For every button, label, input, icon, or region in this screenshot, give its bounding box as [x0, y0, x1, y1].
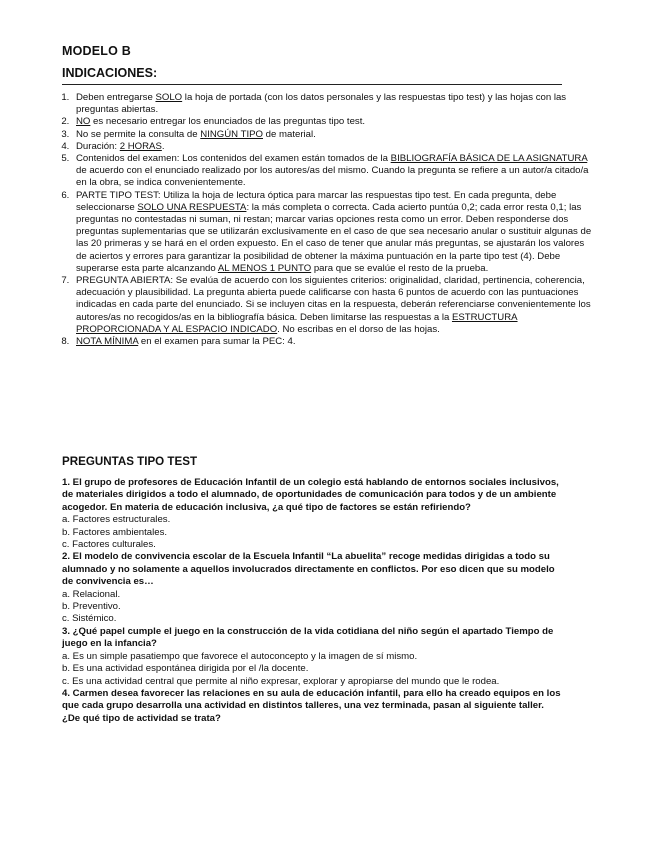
instruction-text: la hoja de portada (con los datos personales y las respuestas tipo test) y las hojas con las preguntas abiertas.	[76, 92, 567, 116]
instruction-emphasis: AL MENOS 1 PUNTO	[217, 262, 312, 274]
instruction-text: de material.	[263, 128, 316, 140]
instruction-text: PARTE TIPO TEST: Utiliza la hoja de lectura óptica para marcar las respuestas tipo test. En cada pregunta, debe seleccionarse	[76, 189, 557, 213]
instruction-item	[72, 116, 592, 128]
questions-list	[62, 477, 562, 725]
instruction-emphasis: SOLO	[155, 92, 183, 103]
test-section-title: PREGUNTAS TIPO TEST	[62, 455, 198, 468]
answer-option: c. Factores culturales.	[62, 539, 156, 551]
instruction-text: No se permite la consulta de	[76, 128, 201, 140]
answer-option: a. Es un simple pasatiempo que favorece el autoconcepto y la imagen de sí mismo.	[62, 650, 418, 662]
instruction-emphasis: NO	[76, 116, 91, 128]
instruction-text: Deben entregarse	[76, 92, 156, 103]
answer-option: b. Factores ambientales.	[62, 526, 168, 538]
answer-option: a. Factores estructurales.	[62, 514, 171, 526]
instruction-text: . No escribas en el dorso de las hojas.	[277, 323, 440, 335]
instruction-text: PREGUNTA ABIERTA: Se evalúa de acuerdo con los siguientes criterios: originalidad, claridad, pertinencia, coherencia, adecuación y plausibilidad. La pregunta abierta puede calificarse con hasta 6 puntos de acuerdo con las puntuaciones indicadas en cada parte del enunciado. Si se incluyen citas en la respuesta, deberán referenciarse convenientemente los autores/as no recogidos/as en la bibliografía básica. Deben limitarse las respuestas a la	[76, 275, 591, 323]
instruction-emphasis: SOLO UNA RESPUESTA	[137, 201, 247, 213]
instruction-emphasis: 2 HORAS	[119, 140, 162, 152]
heading-divider	[62, 84, 562, 85]
instruction-item	[72, 129, 592, 141]
instruction-emphasis: NINGÚN TIPO	[200, 128, 263, 140]
instruction-text: Duración:	[76, 140, 120, 152]
instruction-emphasis: ESTRUCTURA PROPORCIONADA Y AL ESPACIO INDICADO	[76, 311, 518, 335]
instruction-emphasis: NOTA MÍNIMA	[76, 336, 139, 348]
instruction-item	[72, 275, 592, 336]
question-text: 1. El grupo de profesores de Educación Infantil de un colegio está hablando de entornos sociales inclusivos, de materiales dirigidos a todo el alumnado, de oportunidades de comunicación para todos y de un ambiente acogedor. En materia de educación inclusiva, ¿a qué tipo de factores se están refiriendo?	[62, 477, 559, 513]
instruction-item	[72, 141, 592, 153]
instruction-item	[72, 336, 592, 348]
instruction-text: Contenidos del examen: Los contenidos del examen están tomados de la	[76, 153, 391, 165]
question-text: 2. El modelo de convivencia escolar de la Escuela Infantil “La abuelita” recoge medidas dirigidas a todo su alumnado y no solamente a aquellos involucrados directamente en conflictos. Por eso dicen que su modelo de convivencia es…	[62, 551, 555, 588]
answer-option: b. Es una actividad espontánea dirigida por el /la docente.	[62, 663, 309, 675]
question-text: 3. ¿Qué papel cumple el juego en la construcción de la vida cotidiana del niño según el apartado Tiempo de juego en la infancia?	[62, 625, 554, 650]
instruction-text: en el examen para sumar la PEC: 4.	[138, 336, 296, 348]
instruction-item	[72, 92, 592, 116]
instruction-text: : la más completa o correcta. Cada acierto puntúa 0,2; cada error resta 0,1; las preguntas no contestadas ni suman, ni restan; marcar varias opciones resta como un error. Deben responderse dos preguntas suplementarias que se utilizarán exclusivamente en el caso de que sea necesario anular o sustituir algunas de las 20 primeras y se hará en el orden expuesto. En el caso de tener que anular más preguntas, se ajustarán los valores de aciertos y errores para garantizar la posibilidad de obtener la máxima puntuación en la parte tipo test (4). Debe superarse esta parte alcanzando	[76, 201, 592, 274]
instruction-text: es necesario entregar los enunciados de las preguntas tipo test.	[90, 116, 366, 128]
model-label: MODELO B	[62, 44, 131, 58]
instruction-item	[72, 190, 592, 275]
instruction-item	[72, 153, 592, 190]
answer-option: c. Es una actividad central que permite al niño expresar, explorar y apropiarse del mundo que le rodea.	[62, 675, 500, 687]
instructions-heading: INDICACIONES:	[62, 66, 158, 80]
answer-option: b. Preventivo.	[62, 601, 121, 613]
answer-option: a. Relacional.	[62, 588, 121, 600]
instruction-text: .	[161, 140, 165, 152]
instructions-list	[52, 92, 592, 348]
instruction-text: para que se evalúe el resto de la prueba.	[311, 262, 489, 274]
answer-option: c. Sistémico.	[62, 613, 117, 625]
instruction-emphasis: BIBLIOGRAFÍA BÁSICA DE LA ASIGNATURA	[390, 153, 588, 165]
question-text: 4. Carmen desea favorecer las relaciones en su aula de educación infantil, para ello ha creado equipos en los que cada grupo desarrolla una actividad en distintos talleres, una vez terminada, pasan al siguiente taller. ¿De qué tipo de actividad se trata?	[62, 687, 561, 724]
instruction-text: de acuerdo con el enunciado realizado por los autores/as del mismo. Cuando la pregunta se refiere a un autor/a citado/a en la obra, se indica convenientemente.	[76, 165, 589, 189]
